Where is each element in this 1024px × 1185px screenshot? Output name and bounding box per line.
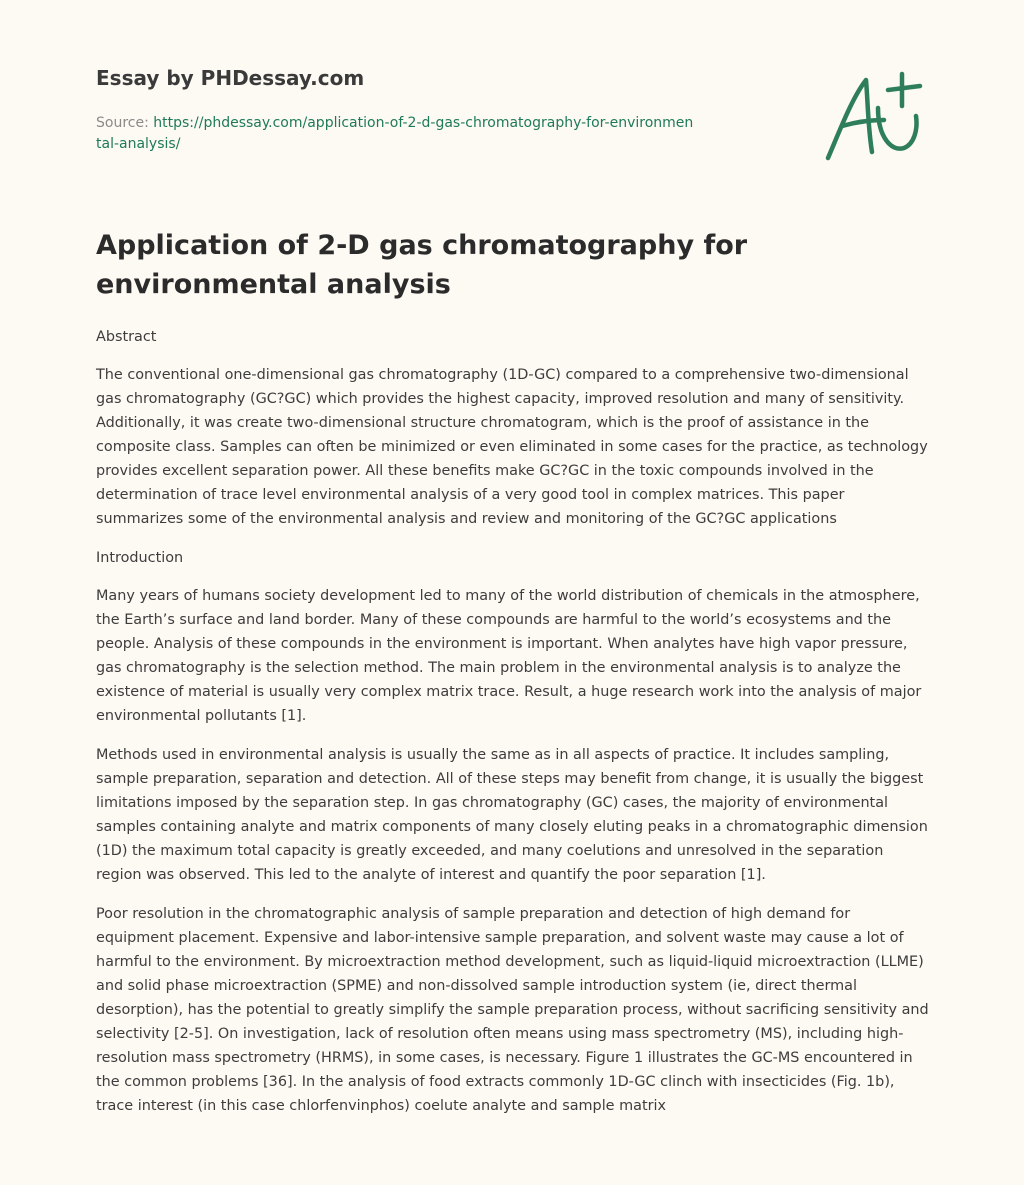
site-title: Essay by PHDessay.com (96, 66, 365, 90)
body-paragraph-2: Methods used in environmental analysis is usually the same as in all aspects of practice. It includes sampling, sample preparation, separation and detection. All of these steps may benefit from change, it is usually the biggest limitations imposed by the separation step. In gas chromatography (GC) cases, the majority of environmental samples containing analyte and matrix components of many closely eluting peaks in a chromatographic dimension (1D) the maximum total capacity is greatly exceeded, and many coelutions and unresolved in the separation region was observed. This led to the analyte of interest and quantify the poor separation [1]. (96, 747, 928, 883)
source-line (96, 113, 696, 155)
source-label: Source: (96, 115, 149, 131)
introduction-heading: Introduction (96, 550, 184, 566)
body-paragraph-3: Poor resolution in the chromatographic analysis of sample preparation and detection of high demand for equipment placement. Expensive and labor-intensive sample preparation, and solvent waste may cause a lot of harmful to the environment. By microextraction method development, such as liquid-liquid microextraction (LLME) and solid phase microextraction (SPME) and non-dissolved sample introduction system (ie, direct thermal desorption), has the potential to greatly simplify the sample preparation process, without sacrificing sensitivity and selectivity [2-5]. On investigation, lack of resolution often means using mass spectrometry (MS), including high-resolution mass spectrometry (HRMS), in some cases, is necessary. Figure 1 illustrates the GC-MS encountered in the common problems [36]. In the analysis of food extracts commonly 1D-GC clinch with insecticides (Fig. 1b), trace interest (in this case chlorfenvinphos) coelute analyte and sample matrix (96, 906, 929, 1114)
body-paragraph-1: Many years of humans society development led to many of the world distribution of chemicals in the atmosphere, the Earth’s surface and land border. Many of these compounds are harmful to the world’s ecosystems and the people. Analysis of these compounds in the environment is important. When analytes have high vapor pressure, gas chromatography is the selection method. The main problem in the environmental analysis is to analyze the existence of material is usually very complex matrix trace. Result, a huge research work into the analysis of major environmental pollutants [1]. (96, 588, 922, 724)
source-link[interactable]: https://phdessay.com/application-of-2-d-gas-chromatography-for-environmental-analysis/ (96, 115, 694, 152)
article-body (96, 325, 930, 1133)
article-title: Application of 2-D gas chromatography for environmental analysis (96, 230, 748, 300)
abstract-paragraph: The conventional one-dimensional gas chromatography (1D-GC) compared to a comprehensive two-dimensional gas chromatography (GC?GC) which provides the highest capacity, improved resolution and many of sensitivity. Additionally, it was create two-dimensional structure chromatogram, which is the proof of assistance in the composite class. Samples can often be minimized or even eliminated in some cases for the practice, as technology provides excellent separation power. All these benefits make GC?GC in the toxic compounds involved in the determination of trace level environmental analysis of a very good tool in complex matrices. This paper summarizes some of the environmental analysis and review and monitoring of the GC?GC applications (96, 367, 928, 527)
abstract-heading: Abstract (96, 329, 157, 345)
a-plus-logo-icon (822, 68, 926, 164)
